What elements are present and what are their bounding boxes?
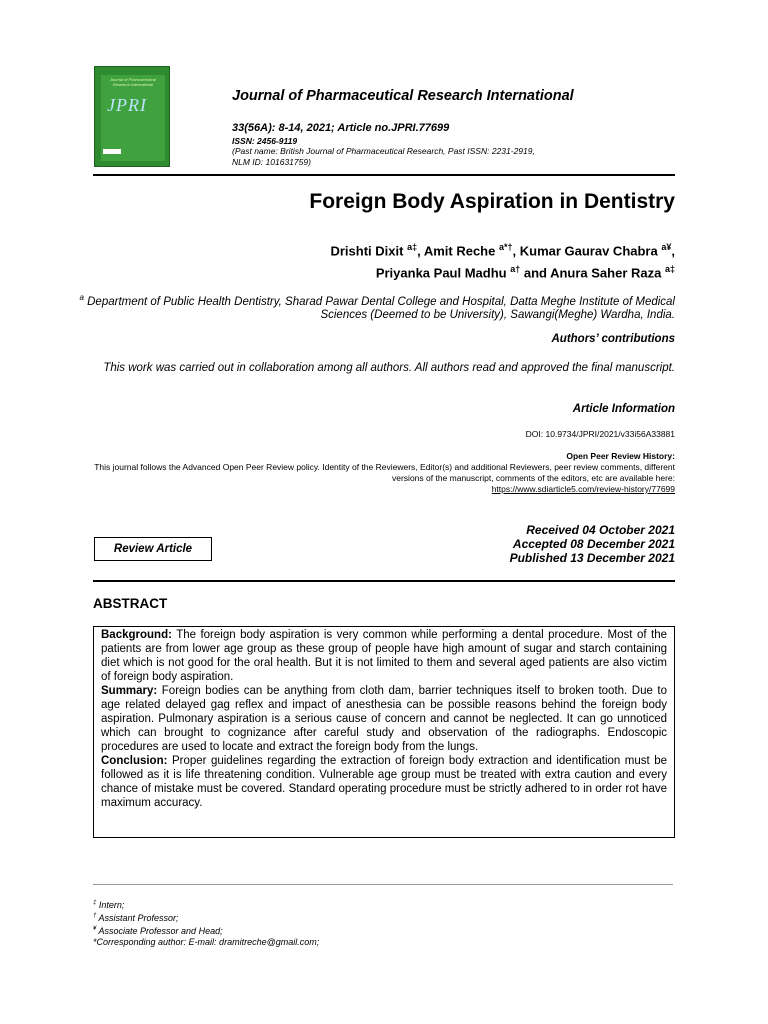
- footnote-text: Intern;: [98, 900, 125, 910]
- received-date: Received 04 October 2021: [526, 523, 675, 537]
- footnote: [93, 937, 319, 948]
- journal-past-name: [232, 146, 535, 168]
- article-info-heading: Article Information: [572, 403, 675, 415]
- affiliation-sup: a: [79, 293, 84, 302]
- author-sup: a¥: [661, 242, 672, 252]
- author-sup: a*†: [498, 242, 513, 252]
- footnote-divider: [93, 884, 673, 885]
- author-list: [330, 238, 675, 283]
- abstract-text: Proper guidelines regarding the extraction of foreign body extraction and identification must be followed as it is life threatening condition. Vulnerable age group must be treated with extra caution and every chance of mistake must be covered. Standard operating procedure must be strictly adhered to in order rot have maximum accuracy.: [101, 755, 667, 809]
- abstract-text: Foreign bodies can be anything from cloth dam, barrier techniques itself to broken tooth. Due to age related delayed gag reflex and impact of anesthesia can be possible reasons behind the foreign body aspiration. Pulmonary aspiration is a serious cause of concern and cannot be neglected. It can go unnoticed which can brought to cognizance after careful study and observation of the radiographs. Endoscopic procedures are used to locate and extract the foreign body from the lungs.: [101, 685, 667, 753]
- cover-text-line: Research International: [112, 82, 154, 87]
- peer-review-text: [75, 462, 675, 495]
- cover-text-line: Journal of Pharmaceutical: [109, 77, 157, 82]
- cover-barcode: [103, 149, 121, 154]
- author-line: Priyanka Paul Madhu $^{a\dagger}$ and Anura Saher Raza $^{a\ddagger}$: [375, 264, 675, 281]
- abstract-heading: ABSTRACT: [93, 596, 168, 611]
- author-name: Drishti Dixit: [330, 243, 404, 259]
- author-name: Kumar Gaurav Chabra: [519, 243, 658, 259]
- author-line: Drishti Dixit $^{a\ddagger}$, Amit Reche $^{a*\dagger}$, Kumar Gaurav Chabra $^{a¥}$,: [330, 242, 675, 259]
- footnote-text: Assistant Professor;: [98, 913, 179, 923]
- accepted-date: Accepted 08 December 2021: [512, 537, 675, 551]
- footnote-sup: ¥: [93, 926, 97, 932]
- contributions-heading: Authors’ contributions: [551, 333, 675, 345]
- abstract-text: The foreign body aspiration is very common while performing a dental procedure. Most of the patients are from lower age group as these group of people have high amount of sugar and starch containing diet which is not good for the oral health. But it is not limited to them and several aged patients are also victim of foreign body aspiration.: [101, 629, 667, 683]
- author-name: Anura Saher Raza: [550, 265, 662, 281]
- published-date: Published 13 December 2021: [509, 551, 675, 565]
- past-name-line: NLM ID: 101631759): [232, 157, 311, 167]
- author-sup: a†: [510, 264, 521, 275]
- footnote: [93, 924, 319, 937]
- footnotes: [93, 898, 319, 948]
- abstract-label: Background:: [101, 629, 172, 641]
- peer-review-body: This journal follows the Advanced Open Peer Review policy. Identity of the Reviewers, Editor(s) and additional Reviewers, peer review comments, different versions of the manuscript, comments of the editors, etc are available here:: [94, 462, 675, 483]
- abstract-label: Conclusion:: [101, 755, 168, 767]
- contributions-text: This work was carried out in collaboration among all authors. All authors read and approved the final manuscript.: [103, 362, 675, 374]
- journal-citation: 33(56A): 8-14, 2021; Article no.JPRI.77699: [232, 122, 450, 134]
- cover-logo: JPRI: [107, 95, 147, 115]
- footnote: [93, 898, 319, 911]
- abstract-divider: [93, 580, 675, 582]
- author-name: Priyanka Paul Madhu: [375, 265, 507, 281]
- journal-issn: ISSN: 2456-9119: [232, 136, 298, 146]
- abstract-box: [93, 626, 675, 838]
- article-type-badge: Review Article: [94, 537, 212, 561]
- doi: DOI: 10.9734/JPRI/2021/v33i56A33881: [525, 429, 675, 439]
- footnote-text: Associate Professor and Head;: [98, 926, 223, 936]
- affiliation: [75, 291, 675, 322]
- author-sup: a‡: [664, 264, 675, 275]
- author-name: Amit Reche: [423, 243, 496, 259]
- article-dates: [510, 523, 675, 565]
- footnote-text: *Corresponding author: E-mail: dramitreche@gmail.com;: [93, 937, 320, 947]
- abstract-section: [101, 754, 667, 810]
- journal-title: Journal of Pharmaceutical Research International: [232, 88, 574, 104]
- journal-cover-image: [94, 66, 170, 167]
- article-title: Foreign Body Aspiration in Dentistry: [309, 190, 675, 213]
- footnote-sup: †: [93, 913, 97, 919]
- abstract-section: [101, 684, 667, 754]
- header-divider: [93, 174, 675, 176]
- cover-text: [103, 77, 163, 87]
- peer-review-heading: Open Peer Review History:: [566, 451, 675, 461]
- peer-review-link[interactable]: https://www.sdiarticle5.com/review-history/77699: [491, 484, 675, 494]
- affiliation-text: Department of Public Health Dentistry, Sharad Pawar Dental College and Hospital, Datta Meghe Institute of Medical Sciences (Deemed to be University), Sawangi(Meghe) Wardha, India.: [87, 295, 675, 321]
- footnote: [93, 911, 319, 924]
- abstract-label: Summary:: [101, 685, 158, 697]
- past-name-line: (Past name: British Journal of Pharmaceutical Research, Past ISSN: 2231-2919,: [232, 146, 535, 156]
- author-sup: a‡: [407, 242, 418, 252]
- footnote-sup: ‡: [93, 900, 97, 906]
- abstract-section: [101, 628, 667, 684]
